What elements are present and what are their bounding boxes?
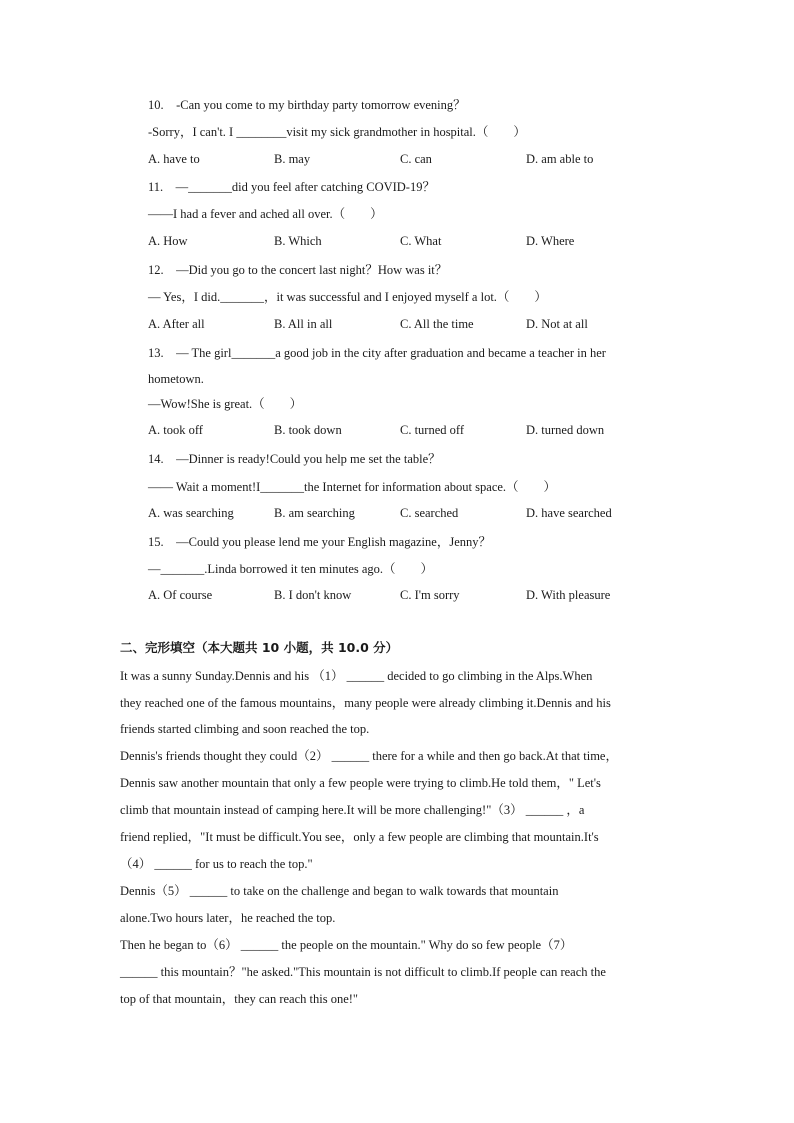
answer-option: B. Which (274, 234, 322, 248)
question-stem: 11. —_______did you feel after catching COVID-19？ (148, 180, 435, 194)
question-stem: 13. — The girl_______a good job in the city after graduation and became a teacher in her (148, 346, 606, 360)
answer-option: D. With pleasure (526, 588, 611, 602)
passage-line: Then he began to（6） ______ the people on the mountain." Why do so few people（7） (120, 938, 573, 952)
answer-option: D. am able to (526, 152, 594, 166)
answer-option: C. I'm sorry (400, 588, 460, 602)
answer-option: C. searched (400, 506, 459, 520)
question-reply: —_______.Linda borrowed it ten minutes ago.（ ） (148, 562, 434, 576)
answer-options (148, 423, 668, 439)
answer-option: C. turned off (400, 423, 464, 437)
passage-line: Dennis saw another mountain that only a few people were trying to climb.He told them，" Let's (120, 776, 601, 790)
answer-option: D. Where (526, 234, 575, 248)
passage-line: friends started climbing and soon reached the top. (120, 722, 370, 736)
section-heading: 二、完形填空（本大题共 10 小题，共 10.0 分） (120, 640, 399, 655)
passage-line: they reached one of the famous mountains，many people were already climbing it.Dennis and his (120, 696, 611, 710)
answer-option: C. All the time (400, 317, 474, 331)
answer-option: D. Not at all (526, 317, 588, 331)
question-reply: —Wow!She is great.（ ） (148, 397, 303, 411)
answer-options (148, 588, 668, 604)
question-stem: 12. —Did you go to the concert last night？How was it？ (148, 263, 448, 277)
question-reply: ——I had a fever and ached all over.（ ） (148, 207, 383, 221)
answer-option: A. How (148, 234, 188, 248)
answer-option: A. was searching (148, 506, 234, 520)
answer-option: A. After all (148, 317, 205, 331)
question-reply: —— Wait a moment!I_______the Internet for information about space.（ ） (148, 480, 557, 494)
answer-option: B. All in all (274, 317, 333, 331)
answer-option: D. have searched (526, 506, 612, 520)
question-stem: 14. —Dinner is ready!Could you help me set the table？ (148, 452, 441, 466)
passage-line: Dennis's friends thought they could（2） ______ there for a while and then go back.At that time， (120, 749, 618, 763)
answer-option: A. took off (148, 423, 203, 437)
question-reply: -Sorry，I can't. I ________visit my sick grandmother in hospital.（ ） (148, 125, 526, 139)
answer-option: A. Of course (148, 588, 213, 602)
passage-line: climb that mountain instead of camping here.It will be more challenging!"（3） ______ ，a (120, 803, 585, 817)
passage-line: ______ this mountain？"he asked."This mountain is not difficult to climb.If people can reach the (120, 965, 606, 979)
passage-line: top of that mountain，they can reach this one!" (120, 992, 359, 1006)
answer-option: C. can (400, 152, 432, 166)
answer-option: B. took down (274, 423, 342, 437)
passage-line: Dennis（5） ______ to take on the challenge and began to walk towards that mountain (120, 884, 559, 898)
passage-line: It was a sunny Sunday.Dennis and his （1） ______ decided to go climbing in the Alps.When (120, 669, 593, 683)
answer-options (148, 234, 668, 250)
answer-option: B. may (274, 152, 311, 166)
answer-options (148, 506, 668, 522)
answer-option: B. I don't know (274, 588, 352, 602)
question-stem: 15. —Could you please lend me your English magazine，Jenny？ (148, 535, 491, 549)
question-stem: 10. -Can you come to my birthday party tomorrow evening？ (148, 98, 466, 112)
question-reply: — Yes，I did._______，it was successful and I enjoyed myself a lot.（ ） (148, 290, 547, 304)
answer-option: D. turned down (526, 423, 605, 437)
question-stem-continued: hometown. (148, 372, 204, 386)
answer-options (148, 152, 668, 168)
passage-line: friend replied，"It must be difficult.You see，only a few people are climbing that mountain.It's (120, 830, 599, 844)
answer-option: B. am searching (274, 506, 355, 520)
answer-option: C. What (400, 234, 442, 248)
answer-option: A. have to (148, 152, 200, 166)
answer-options (148, 317, 668, 333)
passage-line: alone.Two hours later，he reached the top. (120, 911, 336, 925)
passage-line: （4） ______ for us to reach the top." (120, 857, 313, 871)
